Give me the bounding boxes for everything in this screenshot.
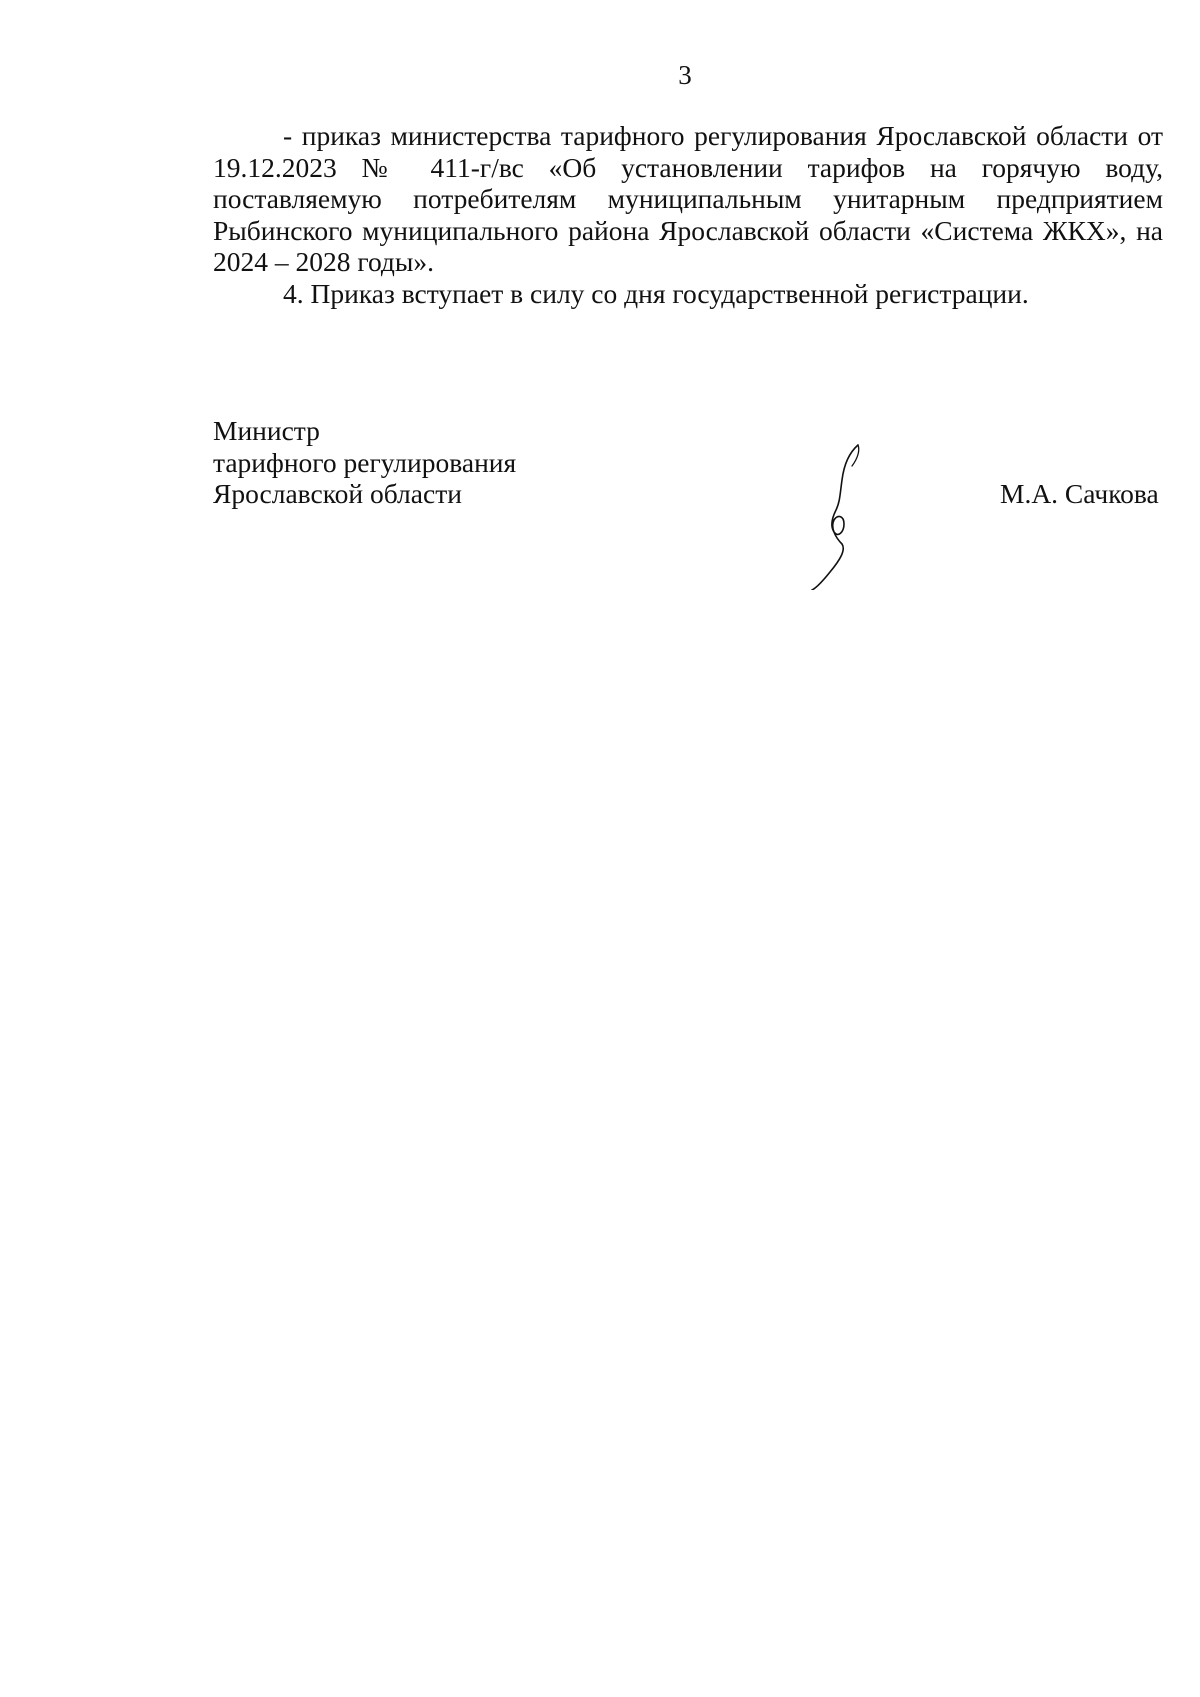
- document-body: [213, 120, 1163, 309]
- signer-name: М.А. Сачкова: [1000, 478, 1159, 509]
- paragraph-order-reference: - приказ министерства тарифного регулирования Ярославской области от 19.12.2023 № 411-г/вс «Об установлении тарифов на горячую воду, поставляемую потребителям муниципальным унитарным предприятием Рыбинского муниципального района Ярославской области «Система ЖКХ», на 2024 – 2028 годы».: [213, 120, 1163, 277]
- paragraph-effective-date: 4. Приказ вступает в силу со дня государственной регистрации.: [283, 277, 1029, 309]
- signatory-title-line: тарифного регулирования: [213, 446, 517, 478]
- signatory-title-line: Ярославской области: [213, 478, 462, 509]
- signatory-title: [213, 415, 593, 510]
- page-number: 3: [678, 60, 692, 90]
- signatory-title-line: Министр: [213, 415, 320, 446]
- handwritten-signature-icon: [800, 440, 890, 590]
